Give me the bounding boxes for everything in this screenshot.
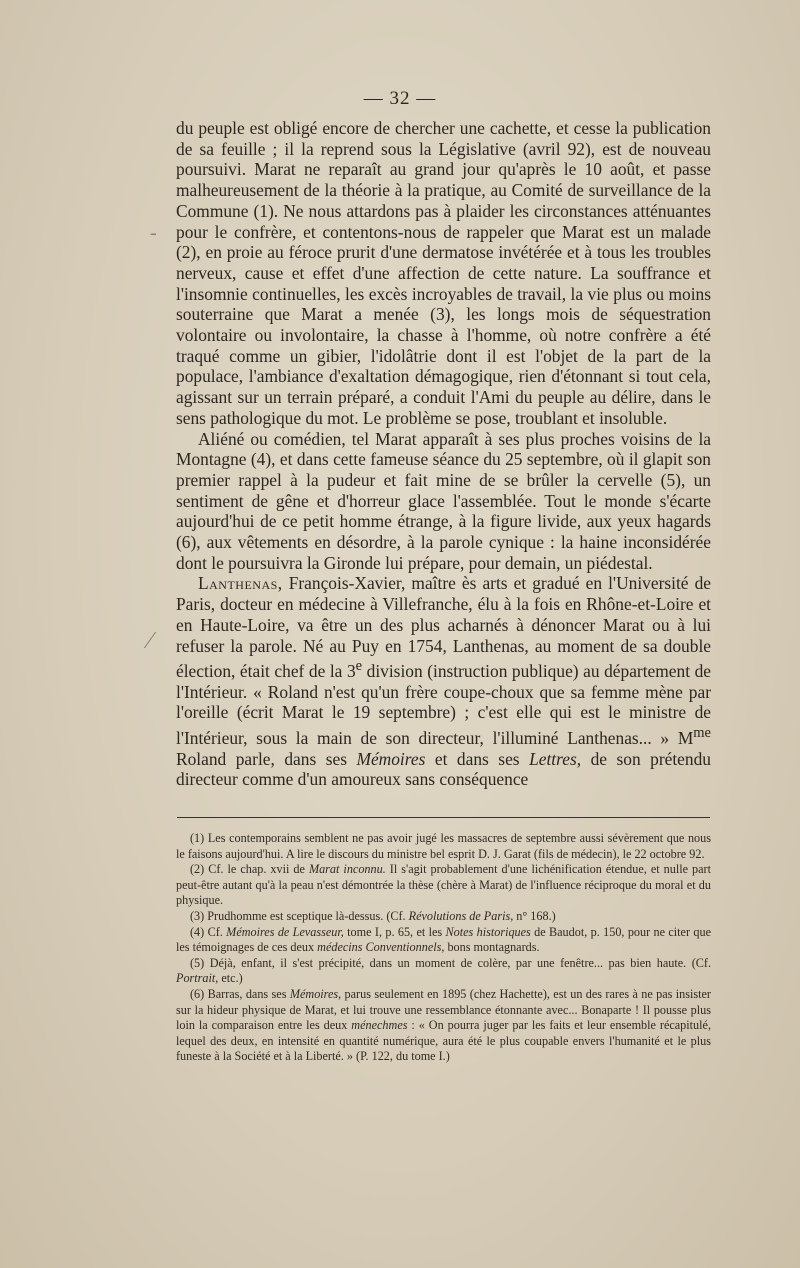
- margin-mark-dash: -: [150, 222, 157, 244]
- madame-suffix: me: [693, 725, 711, 742]
- footnote-3-text-a: (3) Prudhomme est sceptique là-dessus. (Cf.: [190, 908, 409, 923]
- footnote-5-text-b: etc.): [218, 971, 243, 986]
- footnote-6: [176, 987, 711, 1065]
- footnote-6-text-b: parus seulement en 1895 (chez Hachette), est un des rares à ne pas insister sur la hideur physique de Marat, et lui trouve une ressemblance étonnante avec... Bonaparte ! Il pousse plus loin la comparaison entre les deux: [176, 986, 711, 1033]
- paragraph-3-part-1: François-Xavier, maître ès arts et gradué en l'Université de Paris, docteur en médecine à Villefranche, élu à la fois en Rhône-et-Loire et en Haute-Loire, va être un des plus acharnés à dénoncer Marat ou à lui refuser la parole. Né au Puy en 1754, Lanthenas, au moment de sa double élection, était chef de la: [176, 573, 711, 682]
- paragraph-3-part-2: division (instruction publique) au département de l'Intérieur. « Roland n'est qu'un frère coupe-choux que sa femme mène par l'oreille (écrit Marat le 19 septembre) ; c'est elle qui est le ministre de l'Intérieur, sous la main de son directeur, l'illuminé Lanthenas... »: [176, 661, 711, 748]
- footnote-5-title: Portrait,: [176, 971, 219, 986]
- footnote-6-title-1: Mémoires,: [289, 986, 342, 1001]
- title-lettres: Lettres,: [529, 748, 582, 769]
- division-suffix: e: [355, 658, 363, 675]
- footnote-6-text-a: (6) Barras, dans ses: [190, 986, 290, 1001]
- paragraph-3-part-3: Roland parle, dans ses: [176, 748, 357, 769]
- footnotes: [176, 831, 711, 1065]
- footnote-5-text-a: (5) Déjà, enfant, il s'est précipité, dans un moment de colère, par une fenêtre... pas bien haute. (Cf.: [190, 955, 711, 970]
- footnote-4-text-b: tome I, p. 65, et les: [343, 924, 446, 939]
- footnote-1: (1) Les contemporains semblent ne pas avoir jugé les massacres de septembre aussi sévèrement que nous le faisons aujourd'hui. A lire le discours du ministre bel esprit D. J. Garat (fils de médecin), le 22 octobre 92.: [176, 831, 711, 861]
- footnote-4-text-a: (4) Cf.: [190, 924, 227, 939]
- footnote-2: [176, 862, 711, 909]
- paragraph-3: [176, 573, 711, 790]
- paragraph-2: Aliéné ou comédien, tel Marat apparaît à ses plus proches voisins de la Montagne (4), et dans cette fameuse séance du 25 septembre, où il glapit son premier rappel à la pudeur et fait mine de se brûler la cervelle (5), un sentiment de gêne et d'horreur glace l'assemblée. Tout le monde s'écarte aujourd'hui de ce petit homme étrange, à la figure livide, aux yeux hagards (6), aux vêtements en désordre, à la parole cynique : la haine inconsidérée dont le poursuivra la Gironde lui prépare, pour demain, un piédestal.: [176, 428, 711, 573]
- footnote-3-text-b: n° 168.): [513, 908, 556, 923]
- division-number: 3: [346, 661, 356, 682]
- margin-mark-check: ⁄: [148, 628, 153, 654]
- footnote-4-text-c: de Baudot, p. 150, pour ne citer que les témoignages de ces deux: [176, 924, 711, 955]
- main-text: [176, 118, 711, 790]
- footnote-3-title: Révolutions de Paris,: [408, 908, 514, 923]
- footnote-4: [176, 925, 711, 956]
- footnote-4-text-d: bons montagnards.: [444, 940, 540, 955]
- footnote-6-text-c: : « On pourra juger par les faits et leur ensemble récapitulé, lequel des deux, en intensité en quantité numérique, aura été le plus coupable envers l'humanité et le plus funeste à la Société et à la Liberté. » (P. 122, du tome I.): [176, 1018, 711, 1064]
- footnote-4-title-3: médecins Conventionnels,: [317, 940, 445, 955]
- paragraph-3-part-5: de son prétendu directeur comme d'un amoureux sans conséquence: [176, 748, 711, 790]
- footnote-6-title-2: ménechmes: [351, 1018, 408, 1033]
- footnote-5: [176, 956, 711, 987]
- title-memoires: Mémoires: [356, 748, 426, 769]
- paragraph-3-part-4: et dans ses: [425, 748, 530, 769]
- madame-abbrev: M: [677, 727, 694, 748]
- paragraph-1: du peuple est obligé encore de chercher une cachette, et cesse la publication de sa feuille ; il la reprend sous la Législative (avril 92), est de nouveau poursuivi. Marat ne reparaît au grand jour qu'après le 10 août, et passe malheureusement de la théorie à la pratique, au Comité de surveillance de la Commune (1). Ne nous attardons pas à plaider les circonstances atténuantes pour le confrère, et contentons-nous de rappeler que Marat est un malade (2), en proie au féroce prurit d'une dermatose invétérée et à tous les troubles nerveux, cause et effet d'une affection de cette nature. La souffrance et l'insomnie continuelles, les excès incroyables de travail, la vie plus ou moins souterraine que Marat a menée (3), les longs mois de séquestration volontaire ou involontaire, la chasse à l'homme, où notre confrère a été traqué comme un gibier, l'idolâtrie dont il est l'objet de la part de la populace, l'ambiance d'exaltation démagogique, rien d'étonnant si tout cela, agissant sur un terrain préparé, a conduit l'Ami du peuple au délire, dans le sens pathologique du mot. Le problème se pose, troublant et insoluble.: [176, 118, 711, 428]
- footnote-4-title-2: Notes historiques: [445, 924, 531, 939]
- footnote-3: [176, 909, 711, 925]
- footnote-2-title: Marat inconnu.: [308, 862, 386, 877]
- footnote-4-title-1: Mémoires de Levasseur,: [226, 924, 344, 939]
- footnote-separator: [177, 817, 710, 818]
- footnote-2-text-a: (2) Cf. le chap. xvii de: [190, 862, 309, 877]
- footnote-2-text-b: Il s'agit probablement d'une lichénification étendue, et nulle part peut-être autant qu'à la peau n'est démontrée la thèse (chère à Marat) de l'influence réciproque du moral et du physique.: [176, 862, 711, 908]
- page-number: — 32 —: [363, 88, 437, 109]
- person-name-lanthenas: Lanthenas,: [198, 573, 283, 594]
